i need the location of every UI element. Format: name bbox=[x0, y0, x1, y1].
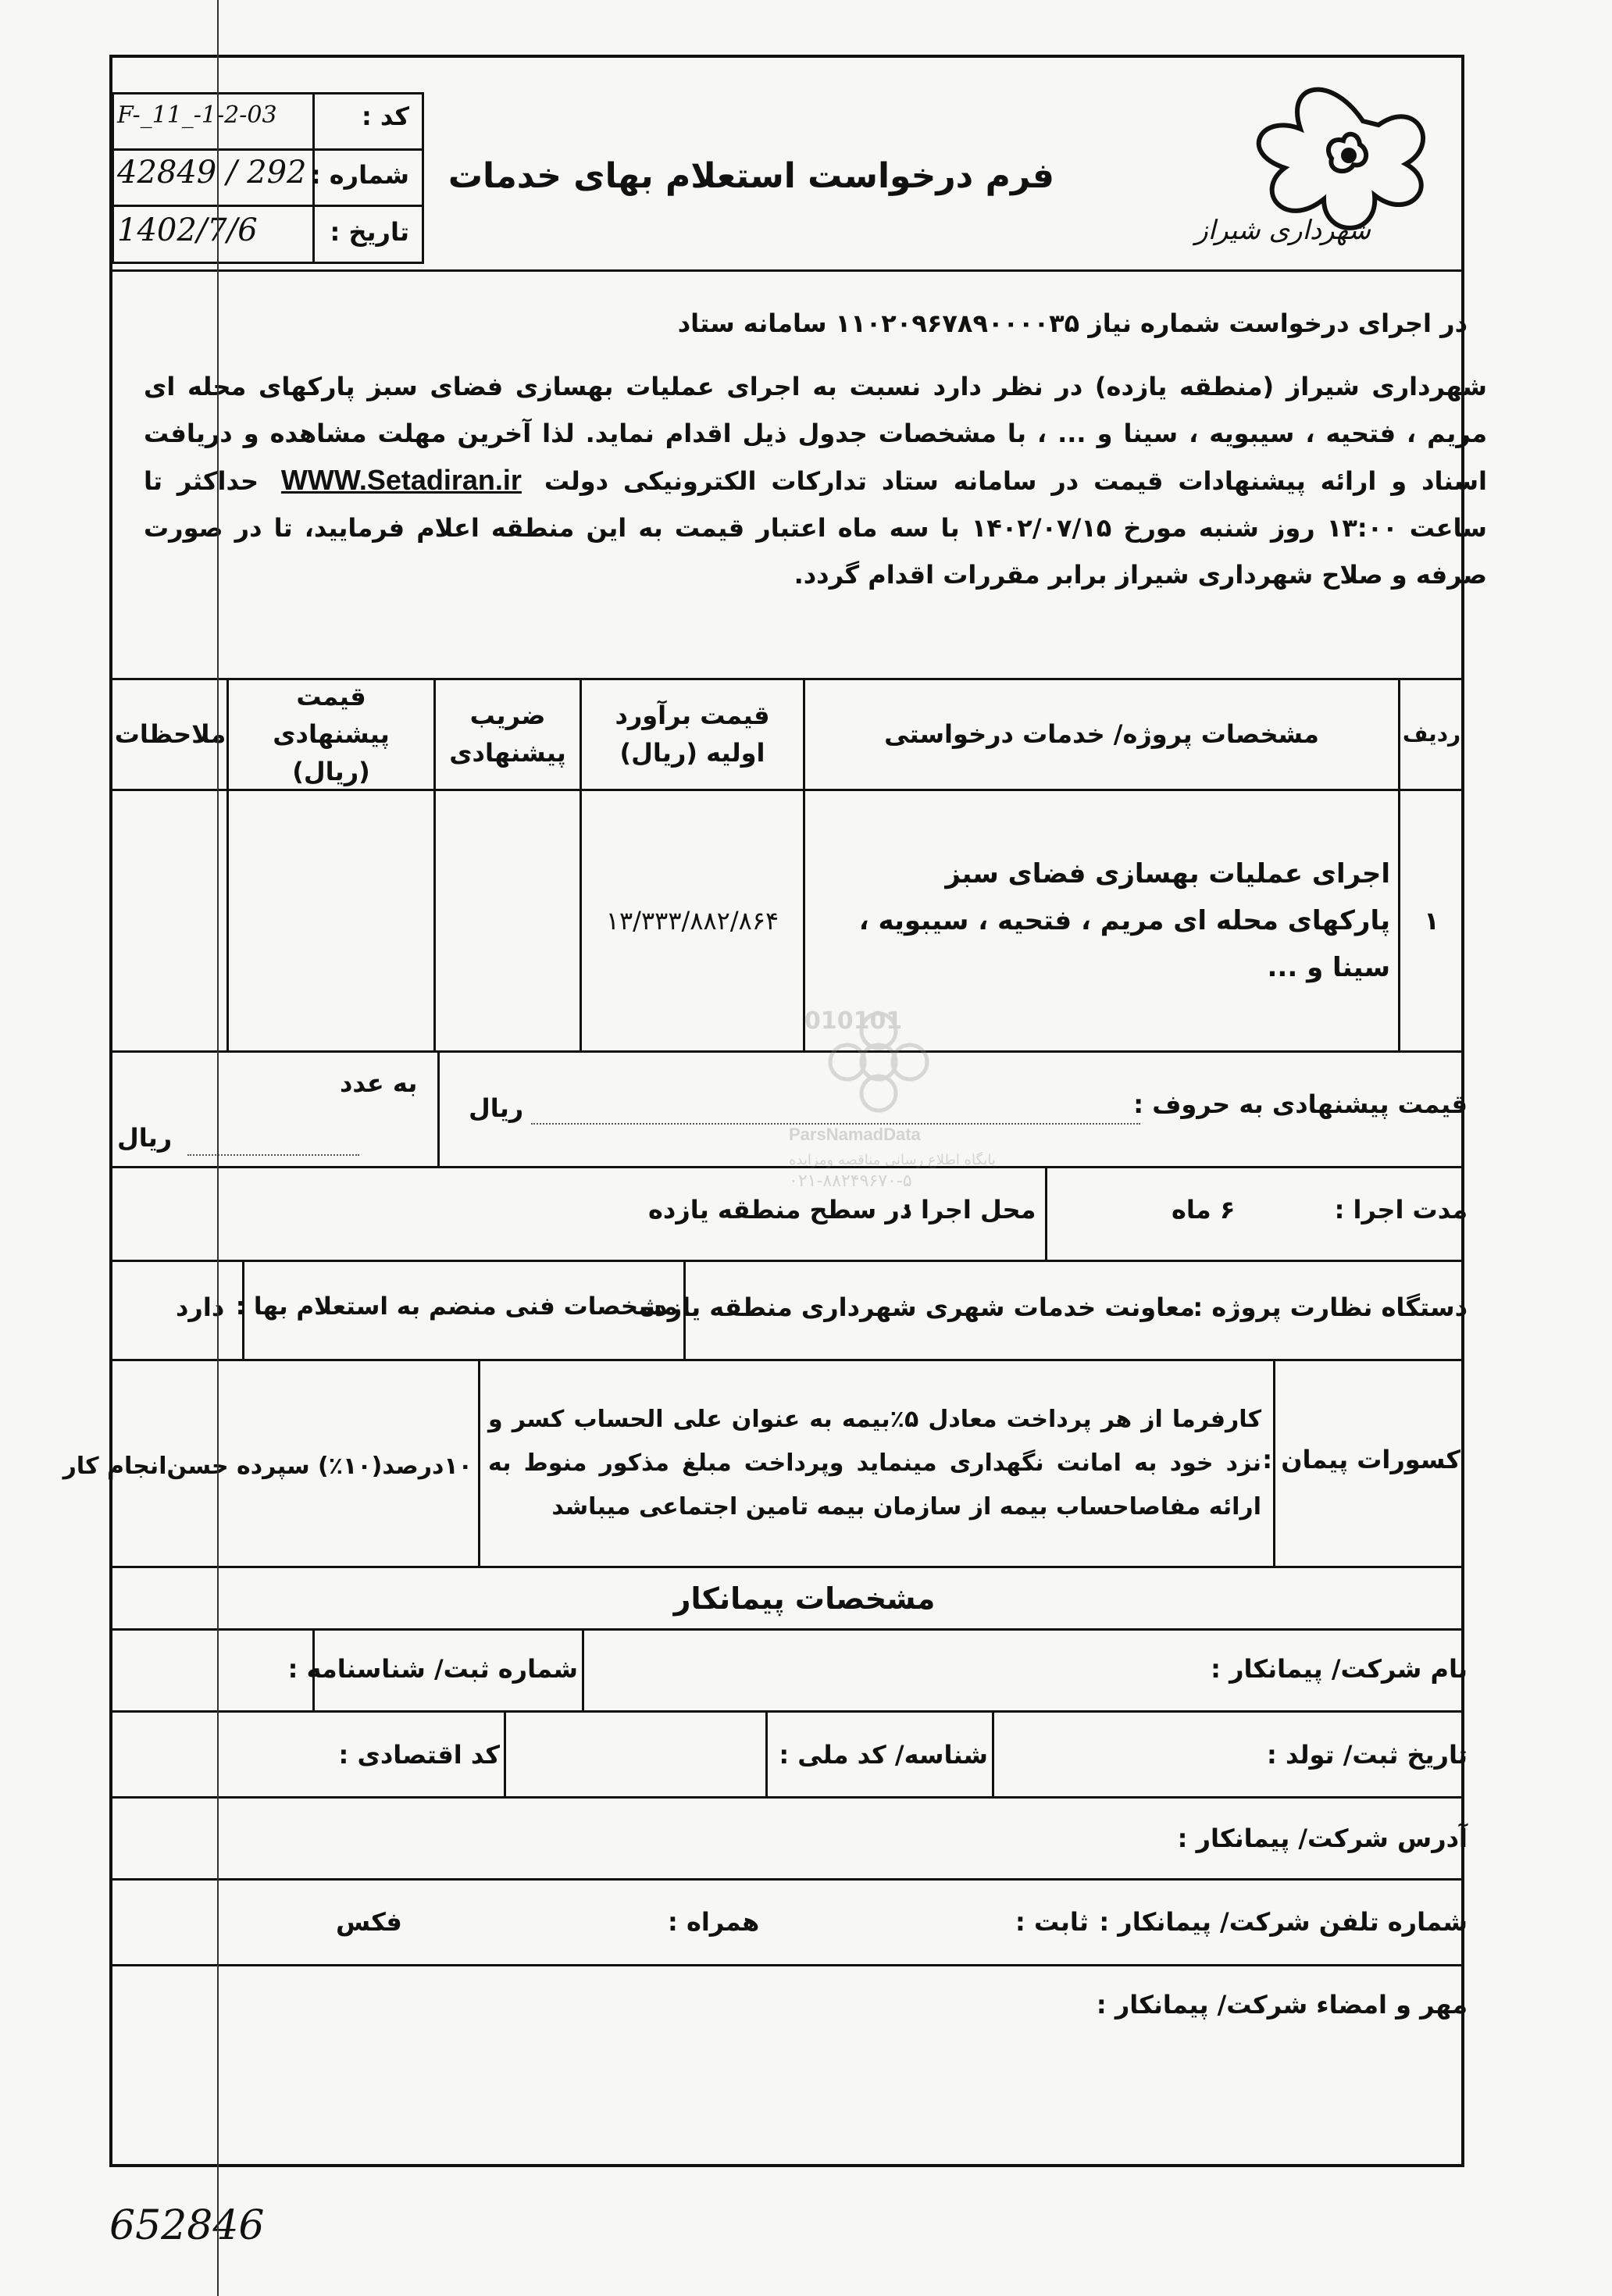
municipality-logo bbox=[1195, 66, 1441, 262]
header-row-number: ردیف bbox=[1402, 721, 1461, 747]
date-label: تاریخ : bbox=[330, 217, 409, 247]
seal-signature-field[interactable] bbox=[114, 1972, 1082, 2159]
supervision-label: دستگاه نظارت پروژه : bbox=[1193, 1292, 1468, 1322]
price-digits-label: به عدد bbox=[340, 1068, 418, 1098]
supervision-value[interactable]: معاونت خدمات شهری شهرداری منطقه یازده bbox=[640, 1292, 1195, 1322]
deductions-label: کسورات پیمان : bbox=[1262, 1445, 1460, 1474]
intro-text-2: حداکثر تا ساعت ۱۳:۰۰ روز شنبه مورخ ۱۴۰۲/۰۷/۱۵ با سه ماه اعتبار قیمت به این منطقه اعلام فرمایید، تا در صورت صرفه و صلاح شهرداری شیراز برابر مقررات اقدام گردد. bbox=[144, 466, 1488, 590]
row-1-spec: اجرای عملیات بهسازی فضای سبز پارکهای محله ای مریم ، فتحیه ، سیبویه ، سینا و ... bbox=[858, 857, 1390, 983]
code-label: کد : bbox=[361, 102, 409, 131]
economic-code-label: کد اقتصادی : bbox=[338, 1740, 500, 1770]
header-notes: ملاحظات bbox=[114, 719, 226, 749]
header-spec: مشخصات پروژه/ خدمات درخواستی bbox=[884, 719, 1319, 749]
location-label: محل اجرا : bbox=[902, 1195, 1036, 1225]
company-name-label: نام شرکت/ پیمانکار : bbox=[1211, 1654, 1468, 1684]
price-words-unit: ریال bbox=[469, 1093, 524, 1123]
phone-label: شماره تلفن شرکت/ پیمانکار : bbox=[1099, 1907, 1468, 1937]
fax-label: فکس bbox=[336, 1907, 402, 1937]
reg-date-field[interactable] bbox=[996, 1718, 1254, 1788]
header-proposed: قیمت پیشنهادی (ریال) bbox=[273, 682, 390, 786]
intro-text: شهرداری شیراز (منطقه یازده) در نظر دارد نسبت به اجرای عملیات بهسازی فضای سبز پارکهای محله ای مریم ، فتحیه ، سیبویه ، سینا و ... ، با مشخصات جدول ذیل اقدام نماید. لذا آخرین مهلت مشاهده و دریافت اسناد و ارائه پیشنهادات قیمت در سامانه ستاد تدارکات الکترونیکی دولت bbox=[144, 372, 1488, 496]
company-name-field[interactable] bbox=[586, 1636, 1203, 1706]
row-1-proposed[interactable] bbox=[229, 790, 433, 1050]
code-value: F-_11_-1-2-03 bbox=[117, 102, 277, 129]
watermark-brand: ParsNamadData bbox=[789, 1125, 921, 1144]
address-field[interactable] bbox=[114, 1804, 1184, 1874]
duration-label: مدت اجرا : bbox=[1334, 1195, 1468, 1225]
duration-value[interactable]: ۶ ماه bbox=[1172, 1195, 1236, 1225]
header-coef: ضریب پیشنهادی bbox=[449, 701, 566, 768]
price-digits-field[interactable] bbox=[187, 1146, 359, 1156]
mobile-label: همراه : bbox=[668, 1907, 760, 1937]
logo-text: شهرداری شیراز bbox=[1195, 215, 1371, 246]
contractor-section-title: مشخصات پیمانکار bbox=[673, 1581, 936, 1616]
price-digits-unit: ریال bbox=[117, 1123, 173, 1153]
watermark-subtitle: پایگاه اطلاع رسانی مناقصه ومزایده bbox=[789, 1152, 996, 1168]
intro-request-line: در اجرای درخواست شماره نیاز ۱۱۰۲۰۹۶۷۸۹۰۰۰۰۳۵ سامانه ستاد bbox=[677, 308, 1468, 338]
page-title: فرم درخواست استعلام بهای خدمات bbox=[448, 156, 1054, 196]
scan-margin-line bbox=[217, 0, 219, 2296]
watermark-phone: ۰۲۱-۸۸۲۴۹۶۷۰-۵ bbox=[789, 1171, 912, 1191]
fax-field[interactable] bbox=[114, 1890, 325, 1956]
reg-number-label: شماره ثبت/ شناسنامه : bbox=[287, 1654, 578, 1684]
footer-handwritten-number: 652846 bbox=[109, 2202, 265, 2249]
row-1-number: ۱ bbox=[1424, 905, 1439, 936]
number-value: 42849 / 292 bbox=[117, 155, 307, 191]
reg-date-label: تاریخ ثبت/ تولد : bbox=[1267, 1740, 1468, 1770]
number-label: شماره : bbox=[310, 160, 409, 190]
national-id-label: شناسه/ کد ملی : bbox=[779, 1740, 988, 1770]
seal-signature-label: مهر و امضاء شرکت/ پیمانکار : bbox=[1096, 1990, 1468, 2020]
mobile-field[interactable] bbox=[391, 1890, 656, 1956]
date-value: 1402/7/6 bbox=[117, 212, 258, 248]
economic-code-field[interactable] bbox=[114, 1718, 348, 1788]
performance-bond: ۱۰درصد(۱۰٪) سپرده حسن‌انجام کار bbox=[62, 1453, 473, 1480]
intro-paragraph bbox=[144, 363, 1487, 598]
row-1-coef[interactable] bbox=[436, 790, 580, 1050]
watermark-digits: 010101 bbox=[804, 1007, 903, 1035]
tech-spec-label: مشخصات فنی منضم به استعلام بها : bbox=[235, 1292, 678, 1321]
national-id-field[interactable] bbox=[508, 1718, 761, 1788]
landline-label: ثابت : bbox=[1015, 1907, 1089, 1937]
tech-spec-value[interactable]: دارد bbox=[176, 1292, 225, 1322]
landline-field[interactable] bbox=[773, 1890, 1008, 1956]
price-words-label: قیمت پیشنهادی به حروف : bbox=[1133, 1089, 1468, 1119]
setadiran-link[interactable]: WWW.Setadiran.ir bbox=[280, 464, 522, 496]
location-value[interactable]: در سطح منطقه یازده bbox=[648, 1195, 913, 1225]
row-1-notes[interactable] bbox=[114, 790, 226, 1050]
header-estimate: قیمت برآورد اولیه (ریال) bbox=[615, 701, 770, 768]
row-1-estimate: ۱۳/۳۳۳/۸۸۲/۸۶۴ bbox=[605, 905, 779, 936]
reg-number-field[interactable] bbox=[114, 1636, 309, 1706]
address-label: آدرس شرکت/ پیمانکار : bbox=[1177, 1824, 1468, 1853]
deductions-text: کارفرما از هر پرداخت معادل ۵٪بیمه به عنوان علی الحساب کسر و نزد خود به امانت نگهداری مینماید وپرداخت مبلغ مذکور منوط به ارائه مفاصاحساب بیمه از سازمان بیمه تامین اجتماعی میباشد bbox=[488, 1406, 1262, 1521]
